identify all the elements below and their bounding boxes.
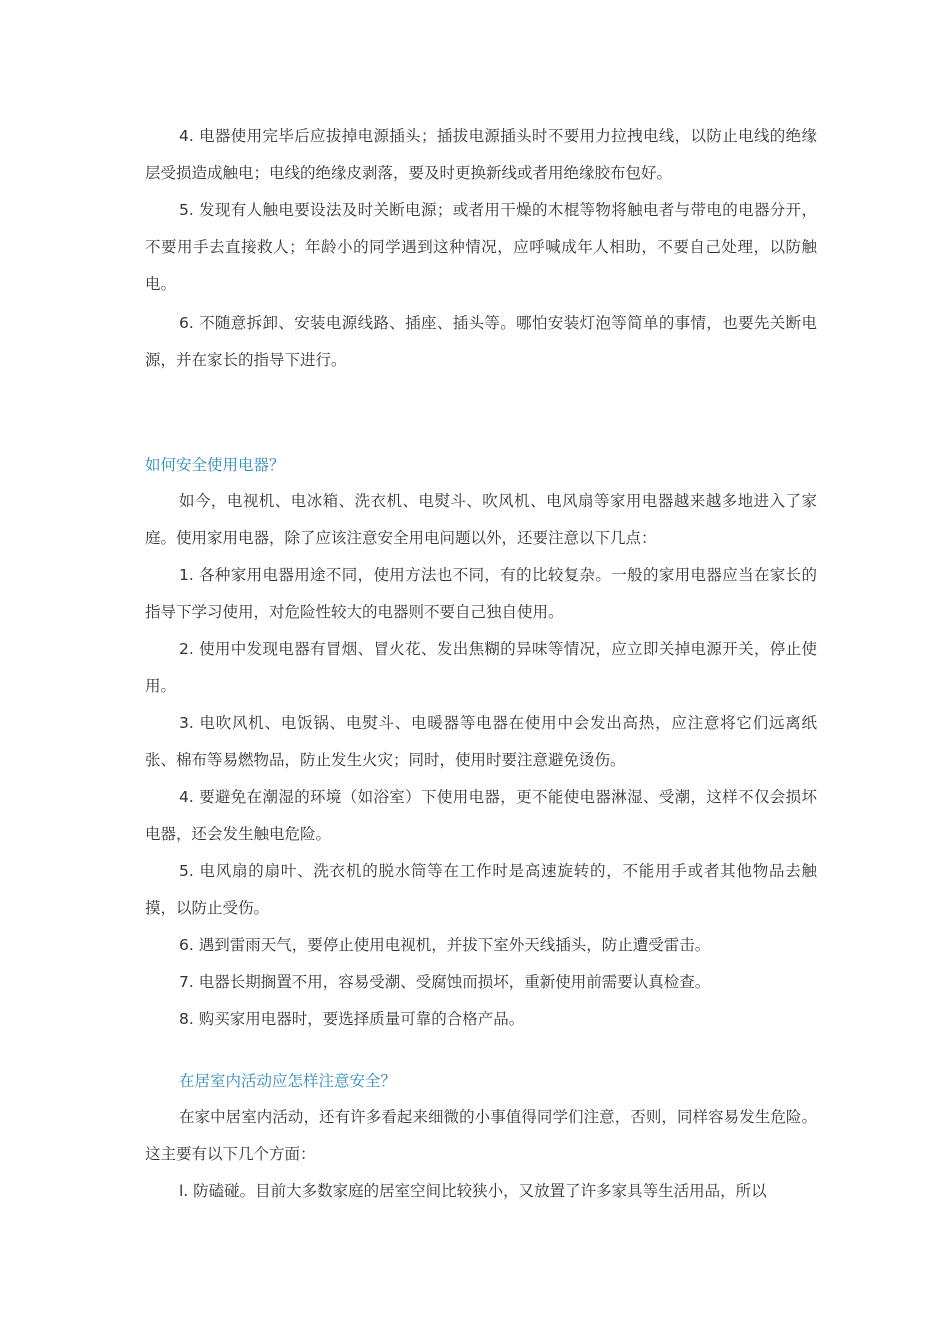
list-item: 5. 电风扇的扇叶、洗衣机的脱水筒等在工作时是高速旋转的，不能用手或者其他物品去触摸，以防止受伤。 — [145, 862, 817, 917]
intro-paragraph: 如今，电视机、电冰箱、洗衣机、电熨斗、吹风机、电风扇等家用电器越来越多地进入了家庭。使用家用电器，除了应该注意安全用电问题以外，还要注意以下几点： — [145, 492, 817, 547]
section-heading: 在居室内活动应怎样注意安全？ — [179, 1072, 397, 1090]
list-item: 3. 电吹风机、电饭锅、电熨斗、电暖器等电器在使用中会发出高热，应注意将它们远离纸张、棉布等易燃物品，防止发生火灾；同时，使用时要注意避免烫伤。 — [145, 714, 817, 769]
list-item: 1. 各种家用电器用途不同，使用方法也不同，有的比较复杂。一般的家用电器应当在家长的指导下学习使用，对危险性较大的电器则不要自己独自使用。 — [145, 566, 817, 621]
list-item: 7. 电器长期搁置不用，容易受潮、受腐蚀而损坏，重新使用前需要认真检查。 — [179, 973, 711, 991]
section-heading: 如何安全使用电器？ — [145, 456, 285, 474]
intro-paragraph: 在家中居室内活动，还有许多看起来细微的小事值得同学们注意，否则，同样容易发生危险。这主要有以下几个方面： — [145, 1108, 817, 1163]
list-item: 5. 发现有人触电要设法及时关断电源；或者用干燥的木棍等物将触电者与带电的电器分开，不要用手去直接救人；年龄小的同学遇到这种情况，应呼喊成年人相助，不要自己处理，以防触电。 — [145, 201, 817, 293]
list-item: 2. 使用中发现电器有冒烟、冒火花、发出焦糊的异味等情况，应立即关掉电源开关，停止使用。 — [145, 640, 817, 695]
list-item: 8. 购买家用电器时，要选择质量可靠的合格产品。 — [179, 1010, 525, 1028]
list-item: l. 防磕碰。目前大多数家庭的居室空间比较狭小，又放置了许多家具等生活用品，所以 — [179, 1182, 767, 1200]
list-item: 6. 不随意拆卸、安装电源线路、插座、插头等。哪怕安装灯泡等简单的事情，也要先关断电源，并在家长的指导下进行。 — [145, 314, 817, 369]
list-item: 6. 遇到雷雨天气，要停止使用电视机，并拔下室外天线插头，防止遭受雷击。 — [179, 936, 711, 954]
list-item: 4. 要避免在潮湿的环境（如浴室）下使用电器，更不能使电器淋湿、受潮，这样不仅会损坏电器，还会发生触电危险。 — [145, 788, 817, 843]
list-item: 4. 电器使用完毕后应拔掉电源插头；插拔电源插头时不要用力拉拽电线，以防止电线的绝缘层受损造成触电；电线的绝缘皮剥落，要及时更换新线或者用绝缘胶布包好。 — [145, 127, 817, 182]
